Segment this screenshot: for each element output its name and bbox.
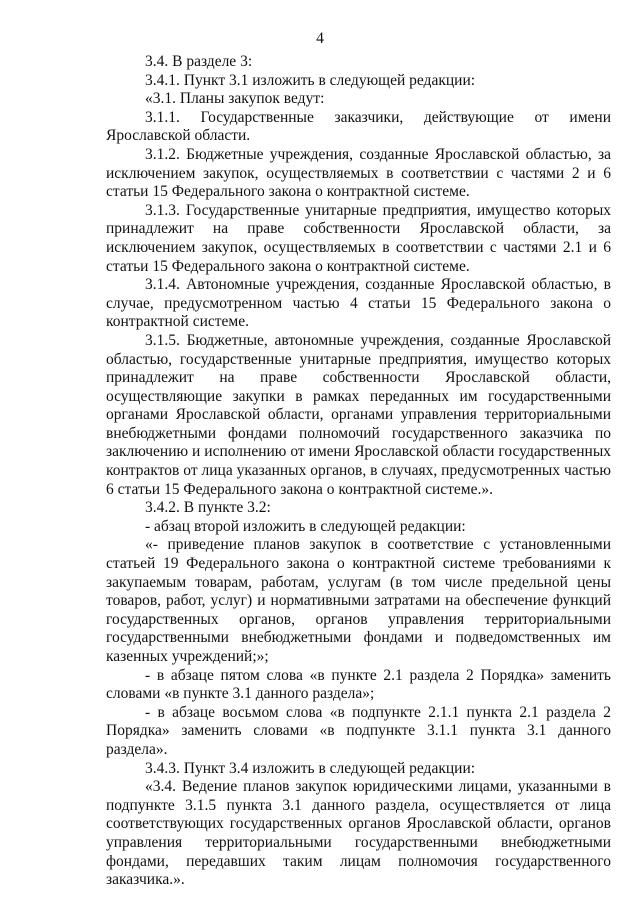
paragraph-3-1-3: 3.1.3. Государственные унитарные предприятия, имущество которых принадлежит на праве собственности Ярославской области, за исключением закупок, осуществляемых в соответствии с частями 2.1 и 6 статьи 15 Федерального закона о контрактной системе.	[106, 201, 611, 275]
paragraph-3-4-new: «3.4. Ведение планов закупок юридическими лицами, указанными в подпункте 3.1.5 пункта 3.1 данного раздела, осуществляется от лица соответствующих государственных органов Ярославской области, органов управления территориальными государственными внебюджетными фондами, передавших таким лицам полномочия государственного заказчика.».	[106, 778, 611, 889]
paragraph-abzac-pyatiy: - в абзаце пятом слова «в пункте 2.1 раздела 2 Порядка» заменить словами «в пункте 3.1 данного раздела»;	[106, 666, 611, 703]
paragraph-abzac-vosmoy: - в абзаце восьмом слова «в подпункте 2.1.1 пункта 2.1 раздела 2 Порядка» заменить словами «в подпункте 3.1.1 пункта 3.1 данного раздела».	[106, 703, 611, 758]
paragraph-3-1-4: 3.1.4. Автономные учреждения, созданные Ярославской областью, в случае, предусмотренном частью 4 статьи 15 Федерального закона о контрактной системе.	[106, 276, 611, 331]
paragraph-3-4: 3.4. В разделе 3:	[145, 53, 253, 70]
paragraph-3-1-5: 3.1.5. Бюджетные, автономные учреждения, созданные Ярославской областью, государственные унитарные предприятия, имущество которых принадлежит на праве собственности Ярославской области, осуществляющие закупки в рамках переданных им государственными органами Ярославской области, органами управления территориальными внебюджетными фондами полномочий государственного заказчика по заключению и исполнению от имени Ярославской области государственных контрактов от лица указанных органов, в случаях, предусмотренных частью 6 статьи 15 Федерального закона о контрактной системе.».	[106, 331, 611, 498]
paragraph-3-1-2: 3.1.2. Бюджетные учреждения, созданные Ярославской областью, за исключением закупок, осуществляемых в соответствии с частями 2 и 6 статьи 15 Федерального закона о контрактной системе.	[106, 145, 611, 201]
paragraph-3-1-intro: «3.1. Планы закупок ведут:	[145, 90, 325, 108]
page-number: 4	[316, 30, 324, 47]
paragraph-3-4-3: 3.4.3. Пункт 3.4 изложить в следующей редакции:	[145, 759, 476, 777]
paragraph-3-4-2: 3.4.2. В пункте 3.2:	[145, 499, 271, 517]
document-body	[106, 53, 611, 890]
paragraph-abzac-vtoroy: - абзац второй изложить в следующей редакции:	[145, 517, 466, 535]
paragraph-3-1-1: 3.1.1. Государственные заказчики, действующие от имени Ярославской области.	[106, 108, 611, 145]
paragraph-3-4-1: 3.4.1. Пункт 3.1 изложить в следующей редакции:	[145, 71, 476, 89]
paragraph-privedenie: «- приведение планов закупок в соответствие с установленными статьей 19 Федерального закона о контрактной системе требованиями к закупаемым товарам, работам, услугам (в том числе предельной цены товаров, работ, услуг) и нормативными затратами на обеспечение функций государственных органов, органов управления территориальными государственными внебюджетными фондами и подведомственных им казенных учреждений;»;	[106, 536, 611, 665]
